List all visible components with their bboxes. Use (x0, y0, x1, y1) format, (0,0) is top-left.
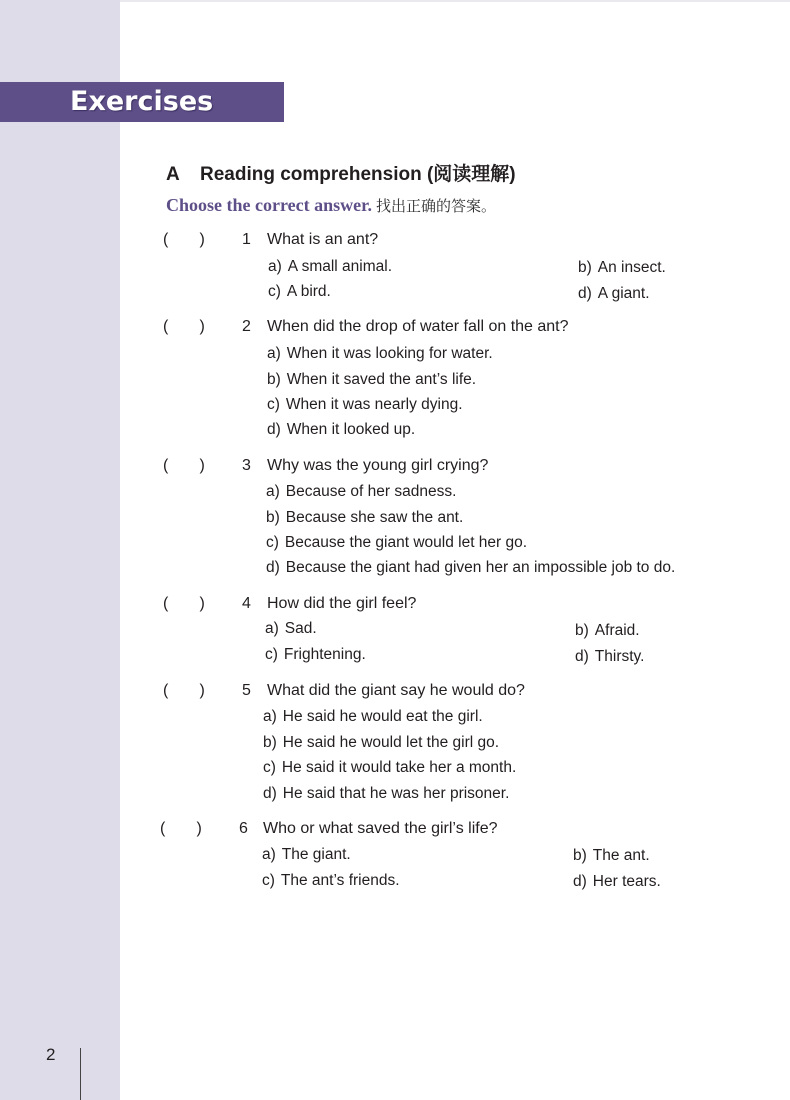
option-text: Thirsty. (594, 648, 645, 665)
option-text: When it was looking for water. (286, 345, 493, 362)
option-label: c) (265, 646, 278, 663)
answer-blank[interactable]: ( ) (163, 231, 205, 248)
option-label: d) (578, 285, 592, 302)
option-d[interactable] (578, 285, 650, 303)
option-b[interactable] (263, 734, 499, 752)
option-d[interactable] (573, 873, 661, 891)
option-text: When it looked up. (286, 421, 416, 438)
option-label: d) (267, 421, 281, 438)
option-a[interactable] (268, 258, 392, 276)
option-label: b) (263, 734, 277, 751)
page-title: Exercises (70, 86, 214, 117)
question-number: 1 (242, 231, 251, 248)
question-5 (0, 682, 790, 812)
option-label: d) (266, 559, 280, 576)
option-text: He said it would take her a month. (281, 759, 517, 776)
option-text: He said he would let the girl go. (282, 734, 500, 751)
option-b[interactable] (267, 371, 476, 389)
option-label: b) (267, 371, 281, 388)
question-2 (0, 318, 790, 448)
option-text: Because the giant had given her an impossible job to do. (285, 559, 676, 576)
option-text: An insect. (597, 259, 666, 276)
instruction-en: Choose the correct answer. (166, 195, 372, 215)
question-text: Why was the young girl crying? (267, 457, 489, 474)
question-text: What did the giant say he would do? (267, 682, 525, 699)
option-b[interactable] (266, 509, 463, 527)
question-text: How did the girl feel? (267, 595, 417, 612)
option-label: a) (263, 708, 277, 725)
option-d[interactable] (263, 785, 509, 803)
option-label: c) (263, 759, 276, 776)
option-text: Sad. (284, 620, 317, 637)
option-b[interactable] (573, 847, 650, 865)
instruction (166, 195, 496, 216)
option-text: The ant. (592, 847, 650, 864)
section-heading (166, 159, 516, 186)
option-label: c) (268, 283, 281, 300)
option-text: The giant. (281, 846, 351, 863)
option-c[interactable] (266, 534, 527, 552)
question-number: 2 (242, 318, 251, 335)
page-number: 2 (46, 1045, 56, 1064)
option-label: b) (266, 509, 280, 526)
footer-divider (80, 1048, 81, 1100)
question-number: 5 (242, 682, 251, 699)
option-d[interactable] (266, 559, 675, 577)
option-c[interactable] (268, 283, 331, 301)
answer-blank[interactable]: ( ) (160, 820, 202, 837)
option-text: When it saved the ant’s life. (286, 371, 477, 388)
option-label: d) (263, 785, 277, 802)
section-letter: A (166, 164, 180, 185)
question-3 (0, 457, 790, 587)
option-b[interactable] (578, 259, 666, 277)
option-label: c) (266, 534, 279, 551)
option-text: The ant’s friends. (280, 872, 400, 889)
option-text: A giant. (597, 285, 650, 302)
option-text: When it was nearly dying. (285, 396, 463, 413)
option-a[interactable] (266, 483, 456, 501)
option-label: c) (267, 396, 280, 413)
option-text: Because the giant would let her go. (284, 534, 528, 551)
option-a[interactable] (267, 345, 493, 363)
option-label: a) (268, 258, 282, 275)
option-text: A bird. (286, 283, 331, 300)
option-c[interactable] (262, 872, 400, 890)
question-6 (0, 820, 790, 920)
question-4 (0, 595, 790, 695)
option-text: Her tears. (592, 873, 661, 890)
question-number: 4 (242, 595, 251, 612)
option-a[interactable] (265, 620, 317, 638)
option-text: Frightening. (283, 646, 366, 663)
option-c[interactable] (267, 396, 463, 414)
option-text: Afraid. (594, 622, 640, 639)
answer-blank[interactable]: ( ) (163, 682, 205, 699)
answer-blank[interactable]: ( ) (163, 595, 205, 612)
option-label: c) (262, 872, 275, 889)
question-number: 3 (242, 457, 251, 474)
option-c[interactable] (263, 759, 516, 777)
question-text: When did the drop of water fall on the ant? (267, 318, 569, 335)
option-a[interactable] (262, 846, 351, 864)
option-label: b) (575, 622, 589, 639)
option-text: He said he would eat the girl. (282, 708, 483, 725)
option-label: a) (265, 620, 279, 637)
answer-blank[interactable]: ( ) (163, 318, 205, 335)
option-label: a) (262, 846, 276, 863)
question-text: Who or what saved the girl’s life? (263, 820, 498, 837)
option-text: He said that he was her prisoner. (282, 785, 510, 802)
option-a[interactable] (263, 708, 483, 726)
option-label: d) (575, 648, 589, 665)
option-d[interactable] (267, 421, 415, 439)
option-label: a) (267, 345, 281, 362)
option-label: d) (573, 873, 587, 890)
option-text: Because of her sadness. (285, 483, 457, 500)
option-text: A small animal. (287, 258, 393, 275)
option-label: a) (266, 483, 280, 500)
option-d[interactable] (575, 648, 644, 666)
section-title: Reading comprehension (阅读理解) (200, 164, 516, 185)
option-b[interactable] (575, 622, 640, 640)
option-label: b) (578, 259, 592, 276)
question-text: What is an ant? (267, 231, 379, 248)
question-1 (0, 231, 790, 331)
instruction-cn: 找出正确的答案。 (375, 197, 496, 215)
option-c[interactable] (265, 646, 366, 664)
option-text: Because she saw the ant. (285, 509, 464, 526)
answer-blank[interactable]: ( ) (163, 457, 205, 474)
question-number: 6 (239, 820, 248, 837)
option-label: b) (573, 847, 587, 864)
